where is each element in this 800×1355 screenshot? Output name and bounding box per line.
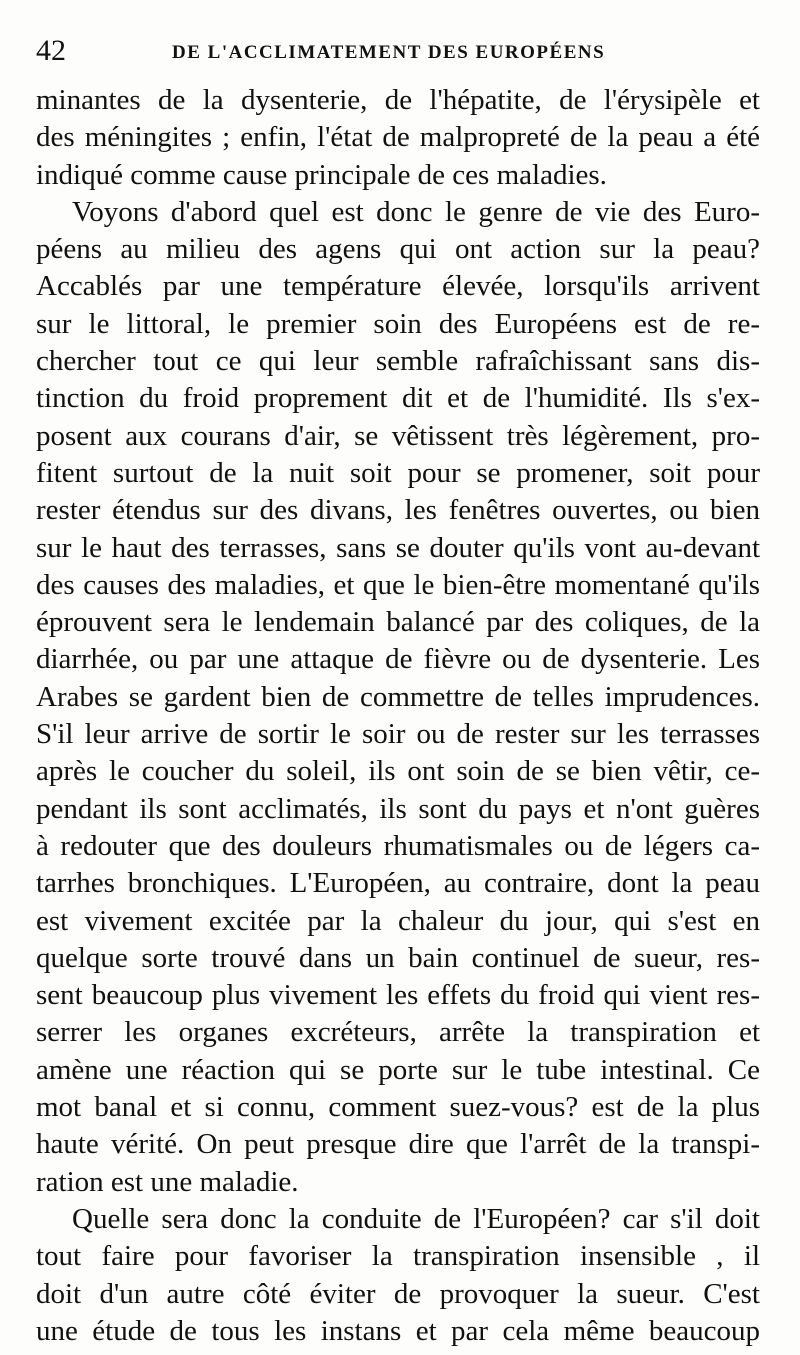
text-line: doit d'un autre côté éviter de provoquer la sueur. C'est: [36, 1277, 760, 1310]
text-line: tarrhes bronchiques. L'Européen, au contraire, dont la peau: [36, 867, 760, 900]
text-line: Voyons d'abord quel est donc le genre de vie des Euro-: [72, 195, 760, 228]
text-line: des méningites ; enfin, l'état de malpropreté de la peau a été: [36, 121, 760, 154]
text-line: tinction du froid proprement dit et de l'humidité. Ils s'ex-: [36, 382, 760, 415]
text-line: sur le haut des terrasses, sans se douter qu'ils vont au-devant: [36, 531, 760, 564]
text-line: amène une réaction qui se porte sur le tube intestinal. Ce: [36, 1053, 760, 1086]
text-line: quelque sorte trouvé dans un bain continuel de sueur, res-: [36, 941, 760, 974]
text-line: S'il leur arrive de sortir le soir ou de rester sur les terrasses: [36, 718, 760, 751]
text-line: diarrhée, ou par une attaque de fièvre ou de dysenterie. Les: [36, 643, 760, 676]
text-line: des causes des maladies, et que le bien-être momentané qu'ils: [36, 568, 760, 601]
running-title: DE L'ACCLIMATEMENT DES EUROPÉENS: [172, 42, 606, 63]
text-line: après le coucher du soleil, ils ont soin de se bien vêtir, ce-: [36, 755, 760, 788]
text-line: mot banal et si connu, comment suez-vous? est de la plus: [36, 1091, 760, 1124]
text-line: Arabes se gardent bien de commettre de telles imprudences.: [36, 680, 760, 713]
text-line: Quelle sera donc la conduite de l'Européen? car s'il doit: [72, 1202, 760, 1235]
text-line: sur le littoral, le premier soin des Européens est de re-: [36, 307, 760, 340]
text-line: à redouter que des douleurs rhumatismales ou de légers ca-: [36, 829, 760, 862]
page-number: 42: [36, 34, 66, 67]
text-line: sent beaucoup plus vivement les effets du froid qui vient res-: [36, 979, 760, 1012]
text-line: indiqué comme cause principale de ces maladies.: [36, 158, 607, 191]
text-line: chercher tout ce qui leur semble rafraîchissant sans dis-: [36, 345, 760, 378]
text-line: fitent surtout de la nuit soit pour se promener, soit pour: [36, 456, 760, 489]
text-line: posent aux courans d'air, se vêtissent très légèrement, pro-: [36, 419, 760, 452]
text-line: tout faire pour favoriser la transpiration insensible , il: [36, 1240, 760, 1273]
text-line: minantes de la dysenterie, de l'hépatite, de l'érysipèle et: [36, 84, 760, 116]
text-line: serrer les organes excréteurs, arrête la transpiration et: [36, 1016, 760, 1049]
text-line: pendant ils sont acclimatés, ils sont du pays et n'ont guères: [36, 792, 760, 825]
text-line: péens au milieu des agens qui ont action sur la peau?: [36, 233, 760, 266]
text-line: Accablés par une température élevée, lorsqu'ils arrivent: [36, 270, 760, 303]
text-line: une étude de tous les instans et par cela même beaucoup: [36, 1314, 760, 1347]
text-line: ration est une maladie.: [36, 1165, 299, 1198]
text-line: haute vérité. On peut presque dire que l'arrêt de la transpi-: [36, 1128, 760, 1161]
text-line: éprouvent sera le lendemain balancé par des coliques, de la: [36, 606, 760, 639]
body-text: [36, 82, 760, 1350]
text-line: rester étendus sur des divans, les fenêtres ouvertes, ou bien: [36, 494, 760, 527]
page-header: [36, 30, 760, 78]
text-line: est vivement excitée par la chaleur du jour, qui s'est en: [36, 904, 760, 937]
